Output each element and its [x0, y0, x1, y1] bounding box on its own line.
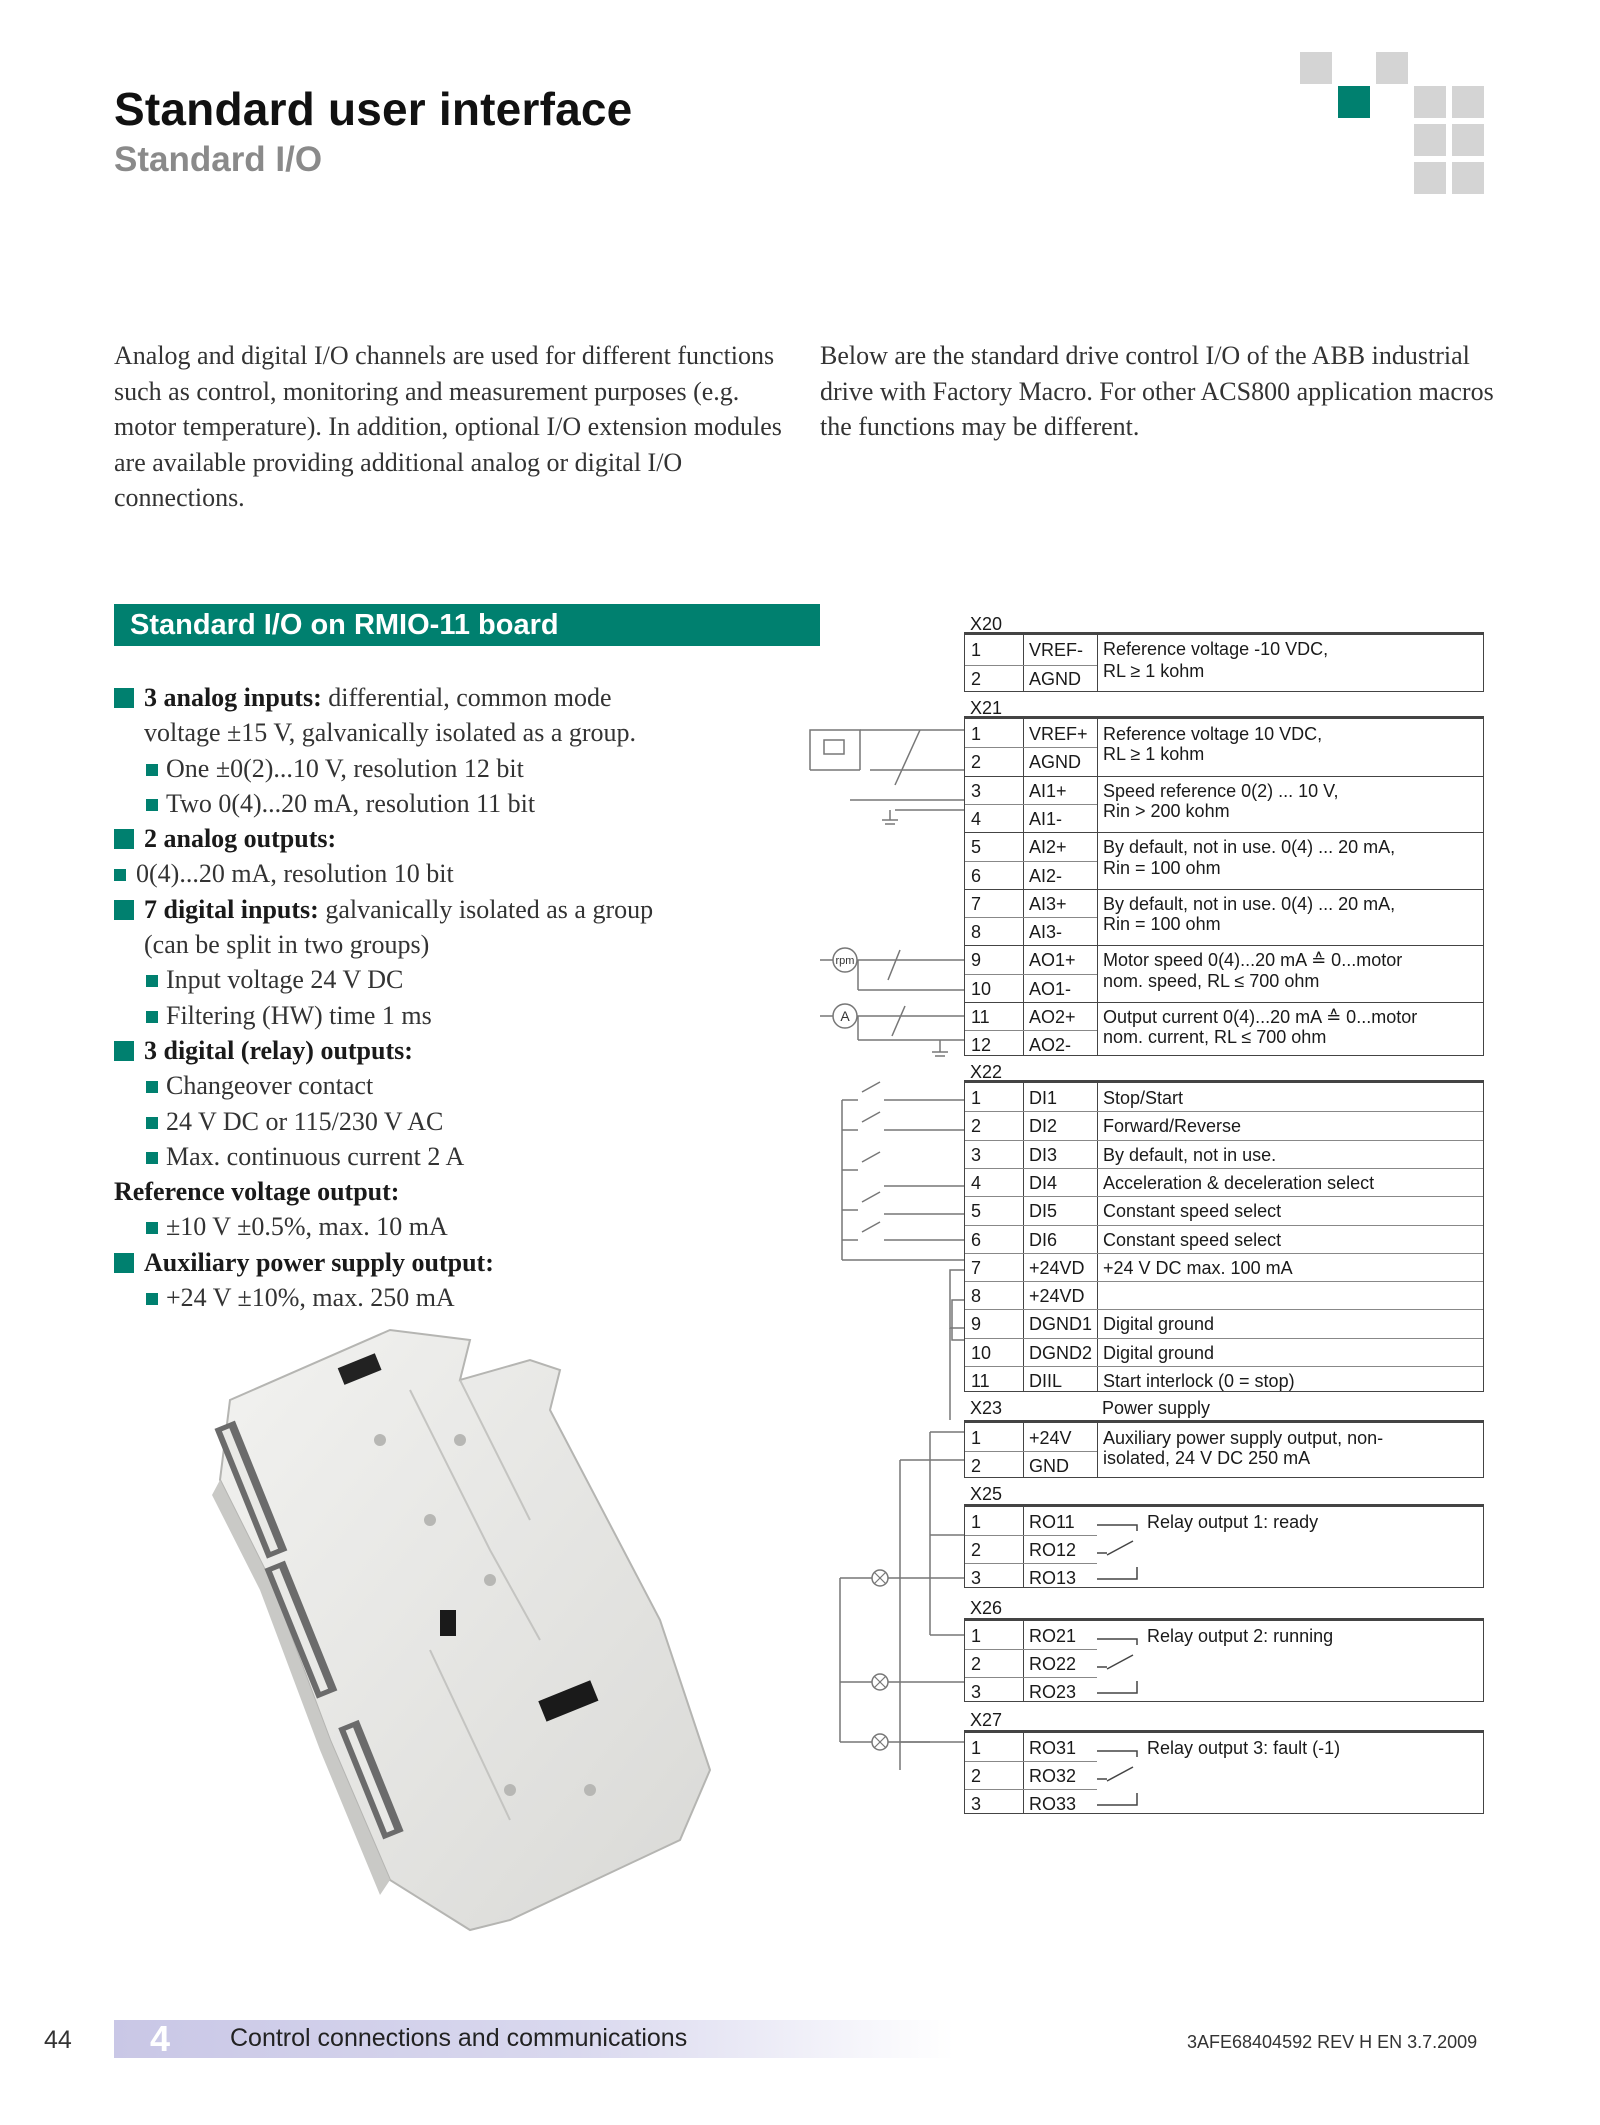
terminal-number: 10	[971, 1342, 992, 1363]
spec-analog-inputs-cont: voltage ±15 V, galvanically isolated as a group.	[144, 718, 637, 748]
bullet-square-icon	[146, 764, 158, 776]
group-label-x23: X23	[970, 1398, 1003, 1418]
spec-analog-outputs: 2 analog outputs:	[114, 821, 814, 856]
terminal-signal: RO33	[1029, 1794, 1077, 1814]
bullet-square-icon	[114, 900, 134, 920]
terminal-description: Rin = 100 ohm	[1103, 857, 1221, 878]
terminal-signal: +24V	[1029, 1428, 1072, 1448]
terminal-signal: RO13	[1029, 1568, 1077, 1588]
terminal-signal: DGND2	[1029, 1342, 1093, 1363]
terminal-description: Constant speed select	[1103, 1229, 1282, 1250]
terminal-description: Output current 0(4)...20 mA ≙ 0...motor	[1103, 1007, 1418, 1027]
bullet-square-icon	[146, 1222, 158, 1234]
terminal-description: isolated, 24 V DC 250 mA	[1103, 1448, 1311, 1469]
terminal-description: By default, not in use. 0(4) ... 20 mA,	[1103, 837, 1396, 858]
terminal-row	[965, 1338, 1483, 1366]
spec-aux-power: Auxiliary power supply output:	[114, 1245, 814, 1280]
spec-analog-inputs-sub: Two 0(4)...20 mA, resolution 11 bit	[114, 786, 814, 821]
group-label-x27: X27	[970, 1710, 1003, 1730]
terminal-description: +24 V DC max. 100 mA	[1103, 1257, 1293, 1278]
terminal-signal: AI1+	[1029, 780, 1067, 801]
terminal-number: 3	[971, 780, 982, 801]
rmio-board-image	[210, 1320, 750, 1940]
terminal-number: 7	[971, 893, 982, 914]
spec-analog-inputs: 3 analog inputs: differential, common mode	[114, 680, 814, 715]
terminal-description: Digital ground	[1103, 1342, 1215, 1363]
terminal-signal: AO2-	[1029, 1035, 1072, 1056]
spec-relay-outputs-sub: Max. continuous current 2 A	[114, 1139, 814, 1174]
terminal-row	[965, 917, 1483, 945]
relay-description: Relay output 2: running	[1147, 1626, 1334, 1646]
terminal-number: 1	[971, 724, 982, 744]
terminal-description: Motor speed 0(4)...20 mA ≙ 0...motor	[1103, 950, 1403, 971]
terminal-signal: AO1-	[1029, 978, 1072, 999]
terminal-number: 2	[971, 1116, 982, 1137]
terminal-number: 4	[971, 1172, 982, 1193]
terminal-signal: DGND1	[1029, 1314, 1093, 1335]
group-label-x21: X21	[970, 698, 1003, 718]
terminal-number: 4	[971, 808, 982, 829]
terminal-signal: +24VD	[1029, 1286, 1085, 1307]
group-label-x22: X22	[970, 1062, 1003, 1082]
rpm-meter-label: rpm	[835, 955, 855, 967]
terminal-signal: AI3+	[1029, 893, 1067, 914]
terminal-number: 11	[971, 1371, 990, 1391]
relay-description: Relay output 3: fault (-1)	[1147, 1738, 1341, 1758]
terminal-number: 2	[971, 1456, 982, 1477]
terminal-description: Acceleration & deceleration select	[1103, 1172, 1375, 1193]
terminal-row	[965, 1789, 1483, 1817]
terminal-row	[965, 1761, 1483, 1789]
terminal-description: Reference voltage 10 VDC,	[1103, 724, 1323, 744]
terminal-number: 3	[971, 1682, 982, 1702]
spec-digital-inputs-sub: Filtering (HW) time 1 ms	[114, 998, 814, 1033]
terminal-number: 1	[971, 1512, 982, 1532]
spec-digital-inputs: 7 digital inputs: galvanically isolated as a group	[114, 892, 814, 927]
terminal-signal: DI4	[1029, 1172, 1058, 1193]
amp-meter-label: A	[840, 1008, 850, 1024]
terminal-signal: AO1+	[1029, 950, 1076, 971]
spec-relay-outputs-sub: 24 V DC or 115/230 V AC	[114, 1104, 814, 1139]
terminal-description: nom. speed, RL ≤ 700 ohm	[1103, 970, 1320, 991]
terminal-number: 1	[971, 1088, 982, 1108]
terminal-row	[965, 1649, 1483, 1677]
group-label-x25: X25	[970, 1484, 1003, 1504]
page-number: 44	[44, 2026, 72, 2054]
bullet-square-icon	[114, 1041, 134, 1061]
terminal-number: 12	[971, 1035, 992, 1056]
bullet-square-icon	[146, 799, 158, 811]
terminal-number: 2	[971, 1654, 982, 1674]
spec-analog-inputs-sub: One ±0(2)...10 V, resolution 12 bit	[114, 751, 814, 786]
terminal-number: 3	[971, 1568, 982, 1588]
terminal-signal: RO22	[1029, 1654, 1077, 1674]
terminal-signal: DI3	[1029, 1144, 1058, 1165]
bullet-square-icon	[114, 688, 134, 708]
terminal-signal: GND	[1029, 1456, 1069, 1477]
spec-aux-power-sub: +24 V ±10%, max. 250 mA	[114, 1280, 814, 1315]
document-reference: 3AFE68404592 REV H EN 3.7.2009	[1187, 2032, 1478, 2052]
terminal-signal: AI1-	[1029, 808, 1063, 829]
terminal-row	[965, 1281, 1483, 1309]
terminal-number: 3	[971, 1144, 982, 1165]
terminal-description: Rin > 200 kohm	[1103, 800, 1230, 821]
spec-relay-outputs-sub: Changeover contact	[114, 1068, 814, 1103]
power-supply-label: Power supply	[1102, 1398, 1211, 1418]
bullet-square-icon	[146, 1293, 158, 1305]
bullet-square-icon	[146, 1011, 158, 1023]
terminal-description: By default, not in use. 0(4) ... 20 mA,	[1103, 893, 1396, 914]
terminal-number: 6	[971, 1229, 982, 1250]
terminal-signal: DI6	[1029, 1229, 1058, 1250]
bullet-square-icon	[146, 1152, 158, 1164]
terminal-description: Start interlock (0 = stop)	[1103, 1371, 1295, 1391]
terminal-row	[965, 747, 1483, 775]
terminal-signal: RO12	[1029, 1540, 1077, 1560]
spec-analog-outputs-sub: 0(4)...20 mA, resolution 10 bit	[114, 856, 814, 891]
terminal-description: Stop/Start	[1103, 1088, 1184, 1108]
terminal-number: 3	[971, 1794, 982, 1814]
spec-digital-inputs-sub: Input voltage 24 V DC	[114, 962, 814, 997]
terminal-number: 9	[971, 950, 982, 971]
terminal-row	[965, 1083, 1483, 1111]
group-label-x20: X20	[970, 614, 1003, 634]
terminal-number: 6	[971, 865, 982, 886]
terminal-signal: VREF+	[1029, 724, 1088, 744]
terminal-signal: DIIL	[1029, 1371, 1063, 1391]
terminal-number: 8	[971, 1286, 982, 1307]
terminal-signal: AGND	[1029, 752, 1082, 773]
terminal-description: Constant speed select	[1103, 1201, 1282, 1222]
intro-left-paragraph: Analog and digital I/O channels are used for different functions such as control, monitoring and measurement purposes (e.g. motor temperature). In addition, optional I/O extension modules are available providing additional analog or digital I/O connections.	[114, 341, 782, 512]
bullet-square-icon	[146, 1081, 158, 1093]
terminal-signal: +24VD	[1029, 1257, 1085, 1278]
terminal-number: 8	[971, 922, 982, 943]
terminal-number: 7	[971, 1257, 982, 1278]
page-subtitle: Standard I/O	[114, 140, 323, 179]
terminal-description: Rin = 100 ohm	[1103, 914, 1221, 935]
intro-right-paragraph: Below are the standard drive control I/O of the ABB industrial drive with Factory Macro. For other ACS800 application macros the functions may be different.	[820, 341, 1494, 441]
terminal-signal: AI3-	[1029, 922, 1063, 943]
terminal-number: 2	[971, 1766, 982, 1786]
bullet-square-icon	[146, 975, 158, 987]
terminal-number: 5	[971, 1201, 982, 1222]
terminal-signal: RO31	[1029, 1738, 1077, 1758]
bullet-square-icon	[146, 1117, 158, 1129]
bullet-square-icon	[114, 1253, 134, 1273]
terminal-table-x25	[964, 1504, 1484, 1588]
terminal-signal: DI5	[1029, 1201, 1058, 1222]
terminal-description: Forward/Reverse	[1103, 1116, 1242, 1137]
terminal-signal: RO11	[1029, 1512, 1075, 1532]
terminal-description: Auxiliary power supply output, non-	[1103, 1428, 1384, 1448]
relay-description: Relay output 1: ready	[1147, 1512, 1319, 1532]
terminal-description: nom. current, RL ≤ 700 ohm	[1103, 1027, 1327, 1048]
terminal-signal: RO21	[1029, 1626, 1077, 1646]
chapter-number: 4	[150, 2018, 171, 2059]
terminal-row	[965, 861, 1483, 889]
terminal-description: Digital ground	[1103, 1314, 1215, 1335]
decorative-squares	[1300, 52, 1485, 197]
chapter-title: Control connections and communications	[230, 2024, 688, 2052]
terminal-signal: DI1	[1029, 1088, 1058, 1108]
terminal-table-x27	[964, 1730, 1484, 1814]
terminal-number: 5	[971, 837, 982, 858]
terminal-number: 11	[971, 1007, 990, 1027]
terminal-table-x23	[964, 1420, 1484, 1478]
terminal-table-x26	[964, 1618, 1484, 1702]
terminal-number: 1	[971, 1626, 982, 1646]
terminal-number: 1	[971, 1428, 982, 1448]
terminal-signal: DI2	[1029, 1116, 1058, 1137]
terminal-number: 9	[971, 1314, 982, 1335]
bullet-square-icon	[114, 829, 134, 849]
terminal-description: By default, not in use.	[1103, 1144, 1277, 1165]
terminal-signal: AI2-	[1029, 865, 1063, 886]
section-heading: Standard I/O on RMIO-11 board	[114, 604, 820, 646]
terminal-table-x21	[964, 716, 1484, 1056]
terminal-number: 2	[971, 1540, 982, 1560]
spec-relay-outputs: 3 digital (relay) outputs:	[114, 1033, 814, 1068]
terminal-signal: AO2+	[1029, 1007, 1076, 1027]
terminal-row	[965, 1677, 1483, 1705]
spec-reference-voltage-sub: ±10 V ±0.5%, max. 10 mA	[114, 1209, 814, 1244]
group-label-x26: X26	[970, 1598, 1003, 1618]
terminal-description: Speed reference 0(2) ... 10 V,	[1103, 780, 1339, 801]
page-title: Standard user interface	[114, 83, 633, 135]
terminal-number: 2	[971, 752, 982, 773]
terminal-table-x22	[964, 1080, 1484, 1392]
terminal-number: 1	[971, 1738, 982, 1758]
terminal-row	[965, 1563, 1483, 1591]
terminal-table-x20: 1 VREF- Reference voltage -10 VDC, 2 AGND RL ≥ 1 kohm	[964, 632, 1484, 692]
terminal-signal: RO23	[1029, 1682, 1077, 1702]
terminal-signal: AI2+	[1029, 837, 1067, 858]
bullet-square-icon	[114, 869, 126, 881]
terminal-description: RL ≥ 1 kohm	[1103, 744, 1205, 765]
terminal-row	[965, 1535, 1483, 1563]
terminal-row	[965, 1309, 1483, 1337]
spec-reference-voltage: Reference voltage output:	[114, 1177, 400, 1207]
spec-digital-inputs-cont: (can be split in two groups)	[144, 930, 430, 960]
terminal-signal: RO32	[1029, 1766, 1077, 1786]
terminal-number: 10	[971, 978, 992, 999]
spec-list	[114, 680, 814, 1315]
wiring-diagram	[800, 620, 970, 1820]
